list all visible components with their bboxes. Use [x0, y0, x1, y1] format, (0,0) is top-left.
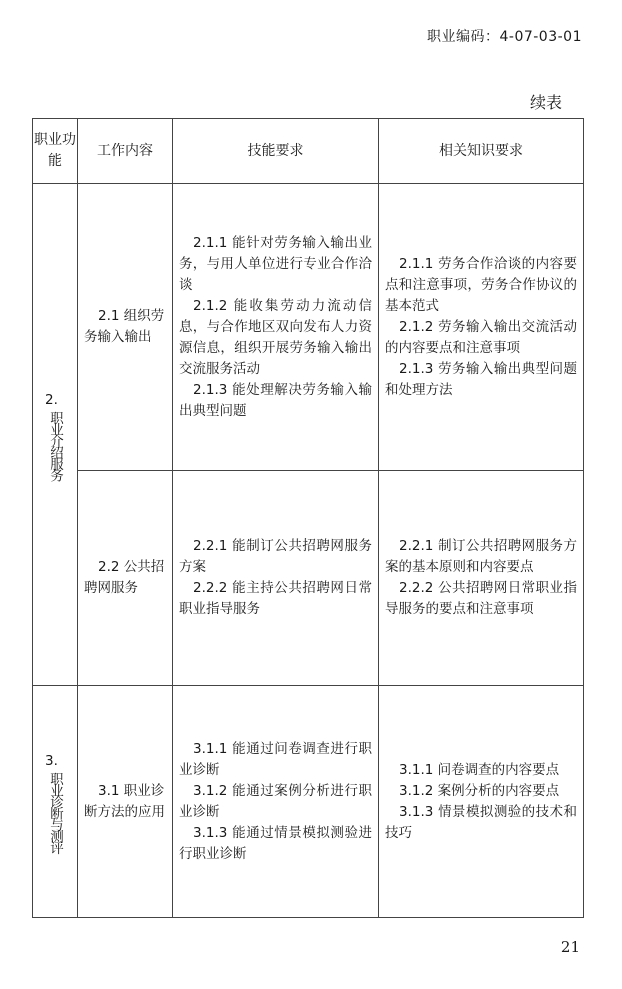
skill-item: 3.1.1 能通过问卷调查进行职业诊断: [179, 740, 372, 778]
work-content: 2.2 公共招聘网服务: [84, 559, 165, 596]
function-number: 3.: [45, 752, 58, 769]
knowledge-item: 3.1.1 问卷调查的内容要点: [399, 761, 560, 778]
table-row: [33, 184, 584, 471]
function-name: 职业诊断与测评: [47, 771, 63, 853]
knowledge-item: 2.2.2 公共招聘网日常职业指导服务的要点和注意事项: [385, 580, 577, 617]
function-number: 2.: [45, 391, 58, 408]
skills-cell: [173, 184, 379, 471]
skill-item: 2.1.1 能针对劳务输入输出业务，与用人单位进行专业合作洽谈: [179, 234, 372, 293]
table-header-row: [33, 119, 584, 184]
knowledge-item: 3.1.2 案例分析的内容要点: [399, 782, 560, 799]
header-knowledge: 相关知识要求: [379, 119, 584, 184]
occupation-code: 职业编码：4-07-03-01: [426, 29, 582, 45]
work-cell: [78, 471, 173, 686]
skills-cell: [173, 686, 379, 918]
knowledge-cell: [379, 471, 584, 686]
knowledge-item: 2.1.1 劳务合作洽谈的内容要点和注意事项，劳务合作协议的基本范式: [385, 255, 577, 314]
work-content: 2.1 组织劳务输入输出: [84, 308, 165, 345]
skill-item: 2.1.3 能处理解决劳务输入输出典型问题: [179, 381, 372, 419]
knowledge-cell: [379, 184, 584, 471]
page-number: 21: [560, 938, 580, 956]
skill-table: [32, 118, 584, 918]
function-cell: [33, 184, 78, 686]
work-cell: [78, 686, 173, 918]
skill-item: 3.1.2 能通过案例分析进行职业诊断: [179, 782, 372, 820]
skills-cell: [173, 471, 379, 686]
knowledge-item: 2.1.2 劳务输入输出交流活动的内容要点和注意事项: [385, 318, 577, 356]
skill-item: 3.1.3 能通过情景模拟测验进行职业诊断: [179, 824, 372, 862]
table-row: [33, 686, 584, 918]
work-content: 3.1 职业诊断方法的应用: [84, 782, 165, 820]
function-name: 职业介绍服务: [47, 410, 63, 480]
function-cell: [33, 686, 78, 918]
continued-label: 续表: [529, 93, 562, 112]
knowledge-item: 2.2.1 制订公共招聘网服务方案的基本原则和内容要点: [385, 538, 577, 575]
header-skills: 技能要求: [173, 119, 379, 184]
table-row: [33, 471, 584, 686]
knowledge-item: 3.1.3 情景模拟测验的技术和技巧: [385, 803, 577, 841]
header-function: 职业功能: [33, 119, 78, 184]
skill-item: 2.1.2 能收集劳动力流动信息，与合作地区双向发布人力资源信息，组织开展劳务输入输出交流服务活动: [179, 297, 372, 377]
skill-item: 2.2.2 能主持公共招聘网日常职业指导服务: [179, 580, 372, 617]
work-cell: [78, 184, 173, 471]
knowledge-cell: [379, 686, 584, 918]
header-work: 工作内容: [78, 119, 173, 184]
knowledge-item: 2.1.3 劳务输入输出典型问题和处理方法: [385, 360, 577, 398]
skill-item: 2.2.1 能制订公共招聘网服务方案: [179, 538, 372, 575]
